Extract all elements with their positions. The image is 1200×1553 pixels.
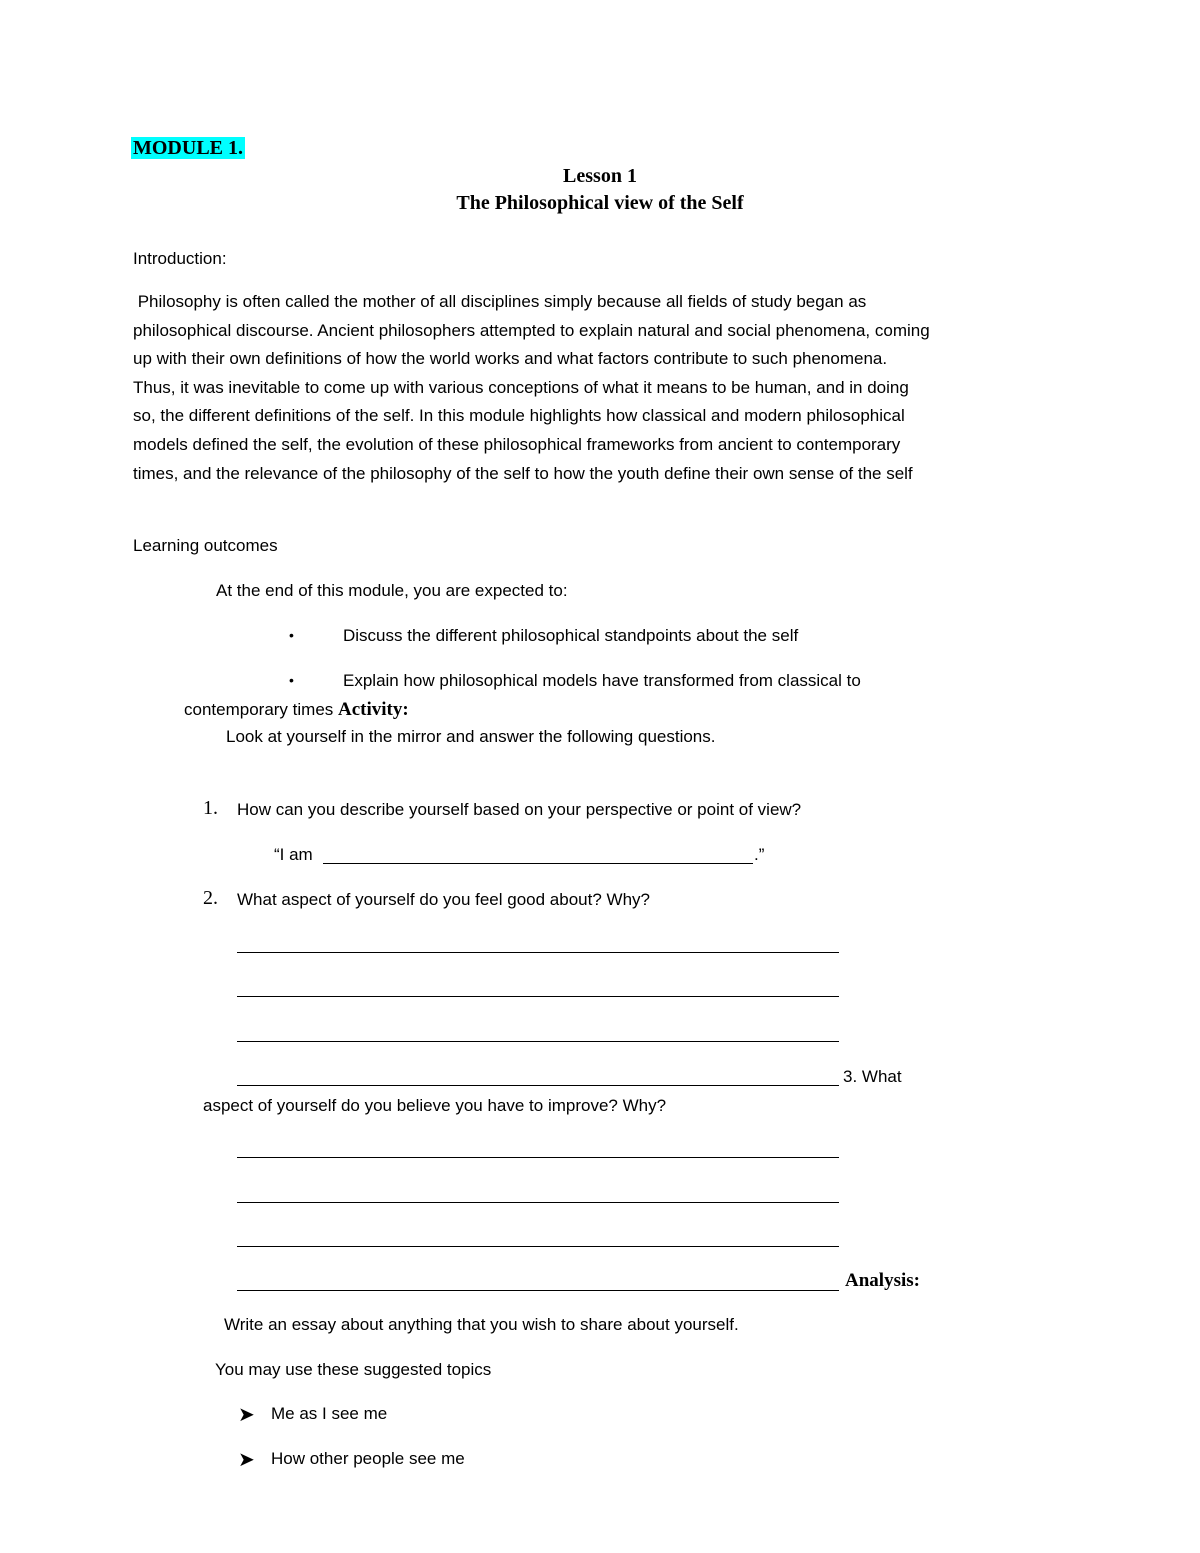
outcome-continuation-line <box>184 699 409 721</box>
intro-line: times, and the relevance of the philosophy of the self to how the youth define their own sense of the self <box>133 463 913 483</box>
question-text: aspect of yourself do you believe you have to improve? Why? <box>203 1096 667 1115</box>
answer-blank-line[interactable] <box>237 1041 839 1042</box>
module-label-highlight: MODULE 1. <box>133 137 243 159</box>
intro-line: models defined the self, the evolution of these philosophical frameworks from ancient to contemporary <box>133 434 901 454</box>
topic-item: How other people see me <box>271 1449 465 1468</box>
intro-line: so, the different definitions of the self. In this module highlights how classical and modern philosophical <box>133 406 905 426</box>
topics-intro: You may use these suggested topics <box>215 1360 492 1379</box>
answer-blank-line[interactable] <box>237 1246 839 1247</box>
intro-line: up with their own definitions of how the world works and what factors contribute to such phenomena. <box>133 349 888 369</box>
activity-heading: Activity: <box>338 699 409 720</box>
activity-instruction: Look at yourself in the mirror and answer the following questions. <box>226 727 716 746</box>
arrow-bullet-icon: ➤ <box>238 1404 255 1426</box>
question-number: 1. <box>203 797 218 819</box>
question-text: How can you describe yourself based on your perspective or point of view? <box>237 800 802 819</box>
question-text: What aspect of yourself do you feel good about? Why? <box>237 890 650 909</box>
answer-blank-line[interactable] <box>237 1085 839 1086</box>
bullet-icon: • <box>289 627 294 643</box>
question-3-lead: 3. What <box>843 1067 902 1086</box>
outcome-item: Explain how philosophical models have transformed from classical to <box>343 671 861 690</box>
bullet-icon: • <box>289 672 294 688</box>
outcome-item: Discuss the different philosophical standpoints about the self <box>343 626 799 645</box>
introduction-heading: Introduction: <box>133 249 227 268</box>
introduction-paragraph <box>133 288 1083 488</box>
answer-prefix: “I am <box>274 845 313 864</box>
answer-suffix: .” <box>754 845 765 864</box>
answer-blank-line[interactable] <box>323 863 753 864</box>
answer-blank-line[interactable] <box>237 996 839 997</box>
answer-blank-line[interactable] <box>237 1157 839 1158</box>
intro-line: philosophical discourse. Ancient philosophers attempted to explain natural and social phenomena, coming <box>133 320 930 340</box>
learning-outcomes-intro: At the end of this module, you are expected to: <box>216 581 568 600</box>
lesson-number: Lesson 1 <box>563 165 637 187</box>
analysis-instruction: Write an essay about anything that you wish to share about yourself. <box>224 1315 739 1334</box>
outcome-continuation: contemporary times <box>184 700 338 719</box>
arrow-bullet-icon: ➤ <box>238 1449 255 1471</box>
learning-outcomes-heading: Learning outcomes <box>133 536 278 555</box>
topic-item: Me as I see me <box>271 1404 388 1423</box>
intro-line: Philosophy is often called the mother of all disciplines simply because all fields of study began as <box>133 292 867 311</box>
module-label <box>131 137 245 160</box>
question-number: 2. <box>203 887 218 909</box>
answer-blank-line[interactable] <box>237 1290 839 1291</box>
lesson-title: The Philosophical view of the Self <box>456 192 744 214</box>
analysis-heading: Analysis: <box>845 1270 920 1291</box>
answer-blank-line[interactable] <box>237 1202 839 1203</box>
intro-line: Thus, it was inevitable to come up with various conceptions of what it means to be human, and in doing <box>133 377 909 397</box>
answer-blank-line[interactable] <box>237 952 839 953</box>
